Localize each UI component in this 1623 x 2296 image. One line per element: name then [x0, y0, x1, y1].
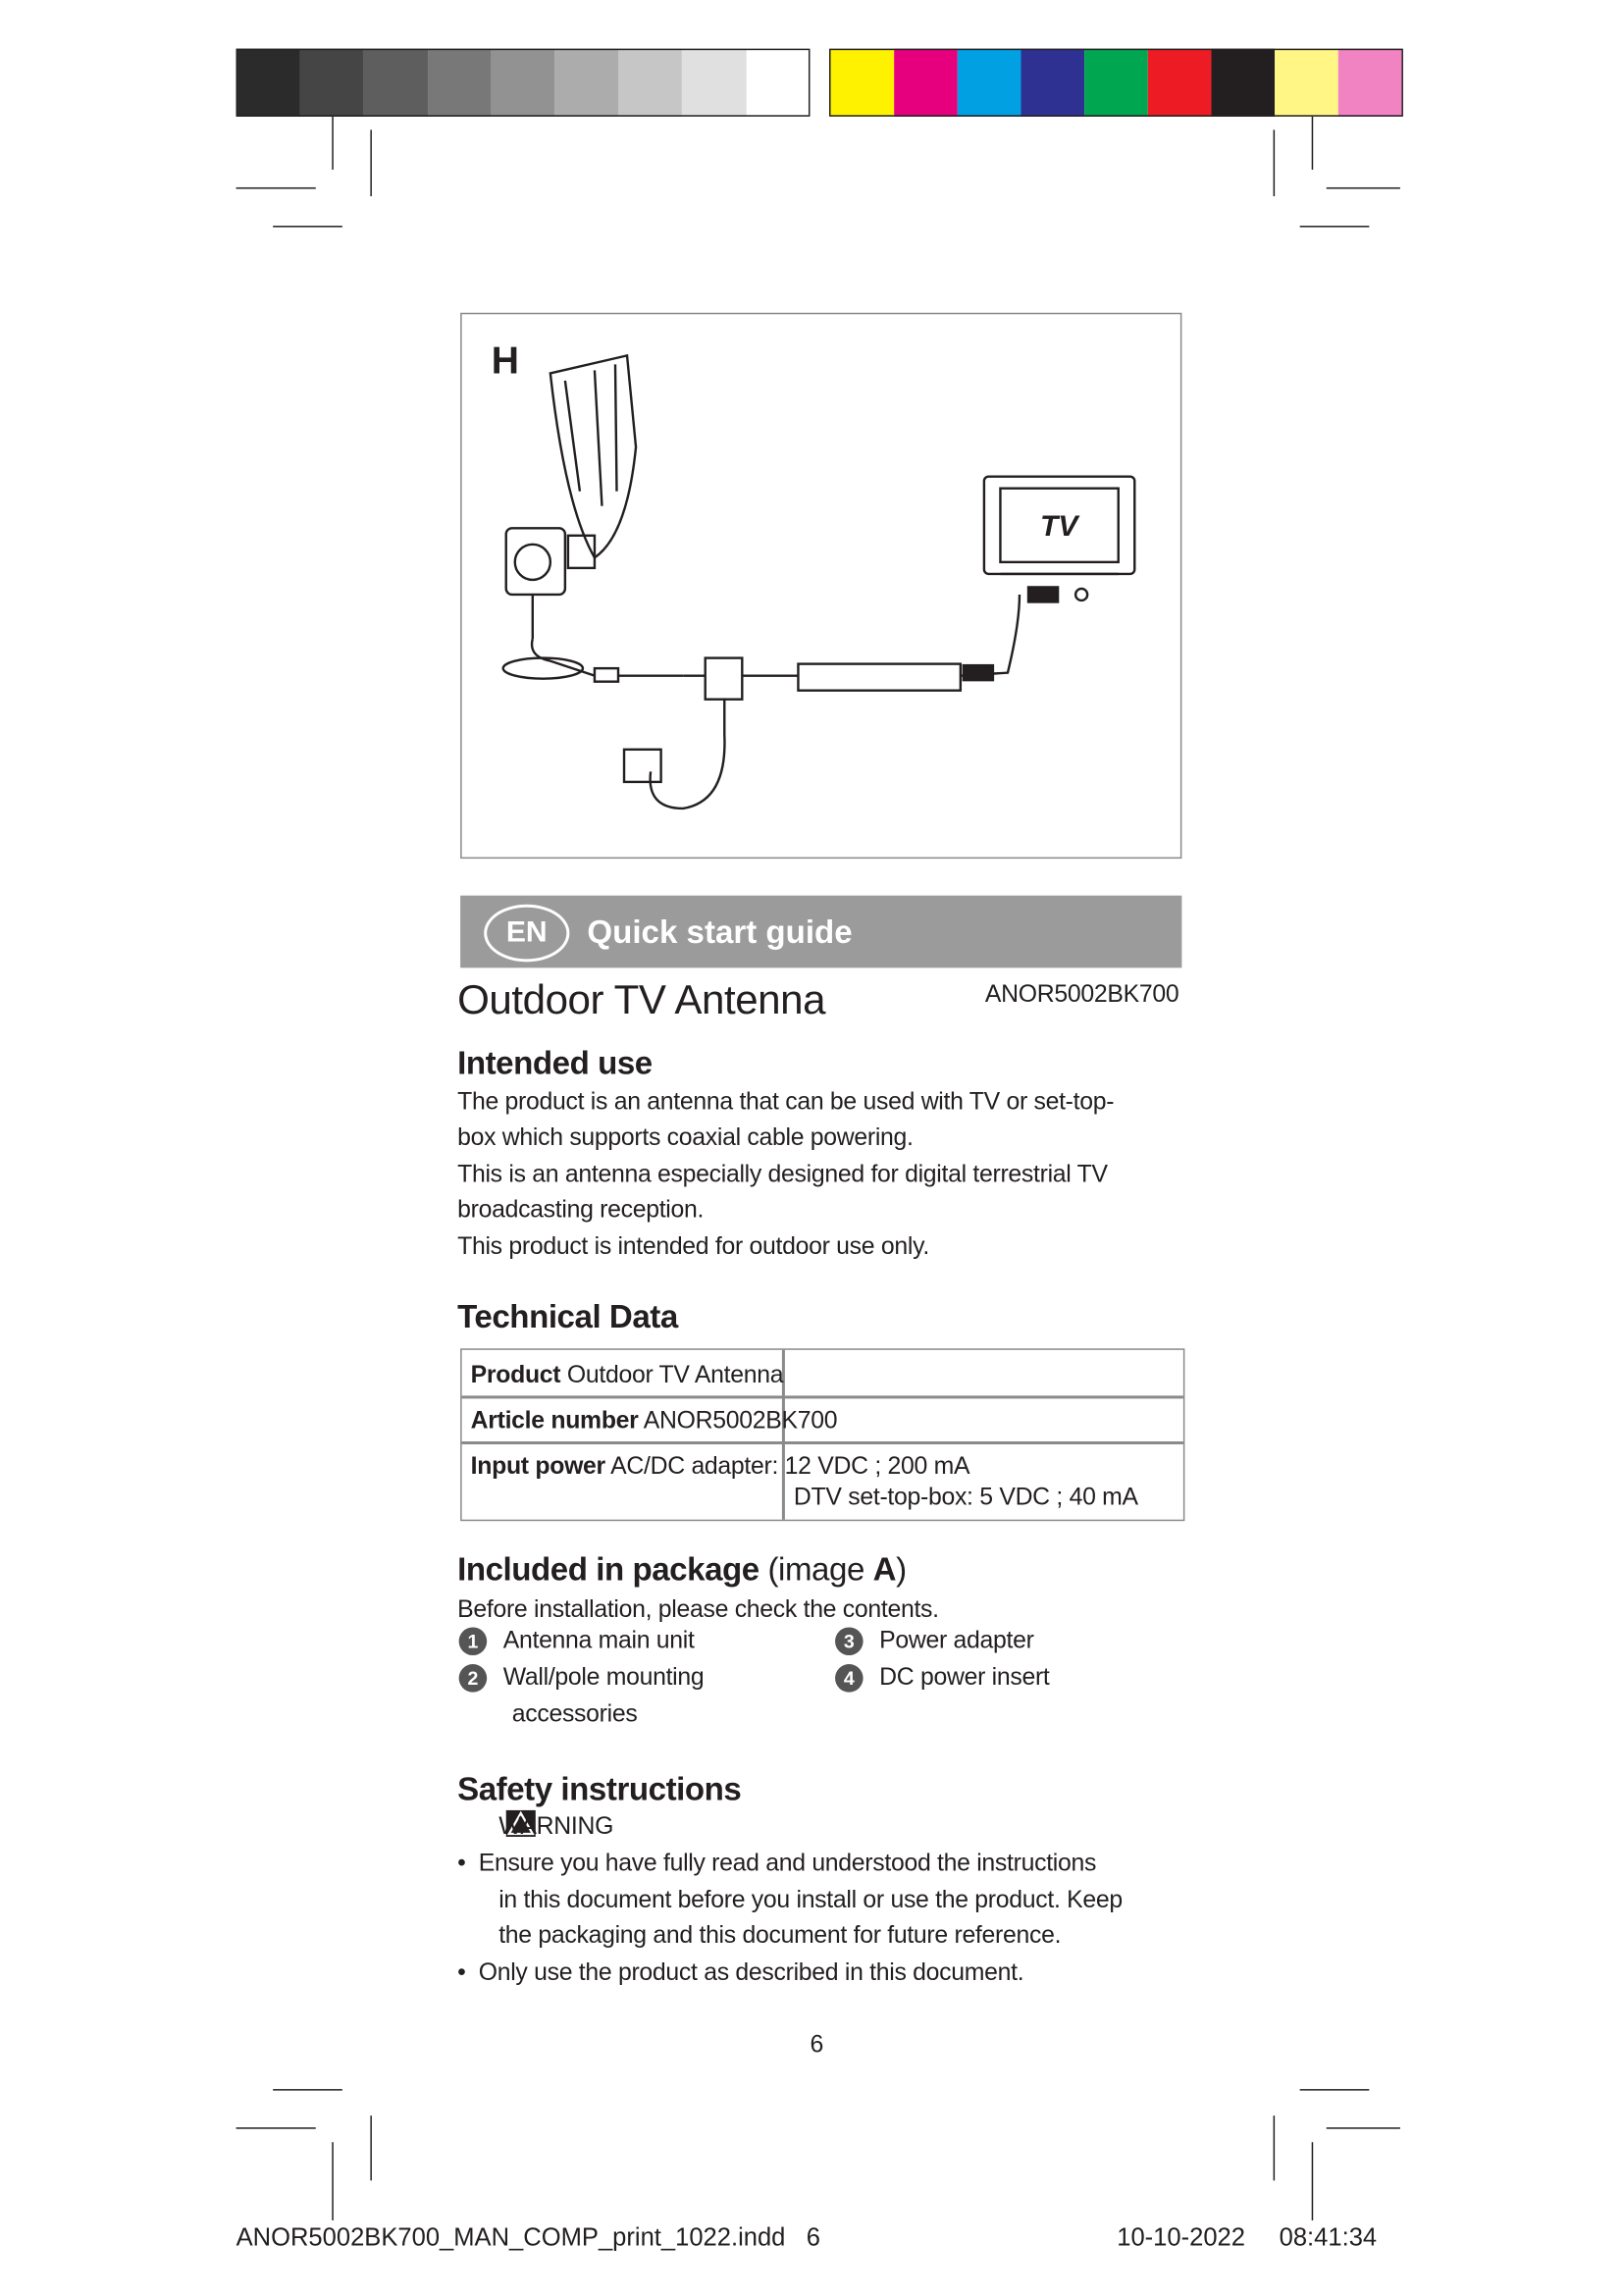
- number-badge: 1: [459, 1627, 488, 1655]
- package-heading: Included in package (image A): [457, 1550, 907, 1588]
- tv-label: TV: [1040, 509, 1078, 543]
- bullet-item: • Ensure you have fully read and understood the instructions: [457, 1850, 1097, 1877]
- intended-use-heading: Intended use: [457, 1044, 653, 1082]
- model-number: ANOR5002BK700: [984, 980, 1179, 1008]
- number-badge: 2: [459, 1664, 488, 1693]
- connection-diagram-icon: [462, 314, 1180, 857]
- technical-data-table: [460, 1348, 1184, 1521]
- grayscale-frame: [236, 49, 811, 117]
- list-item: Power adapter: [879, 1627, 1034, 1654]
- table-row: Product Outdoor TV Antenna: [470, 1361, 784, 1388]
- bullet-line: the packaging and this document for future reference.: [498, 1922, 1062, 1950]
- package-intro: Before installation, please check the contents.: [457, 1595, 939, 1623]
- language-badge: EN: [484, 905, 569, 963]
- header-title: Quick start guide: [587, 913, 853, 951]
- page-number: 6: [810, 2031, 823, 2059]
- text-line: broadcasting reception.: [457, 1196, 705, 1224]
- figure-label: H: [491, 338, 519, 383]
- product-title: Outdoor TV Antenna: [457, 976, 826, 1022]
- footer-date: 10-10-2022: [1117, 2222, 1245, 2252]
- number-badge: 4: [835, 1664, 864, 1693]
- bullet-item: • Only use the product as described in this document.: [457, 1958, 1024, 1986]
- footer-time: 08:41:34: [1279, 2222, 1378, 2252]
- safety-heading: Safety instructions: [457, 1770, 742, 1807]
- installation-figure: [460, 313, 1181, 859]
- footer-filename: ANOR5002BK700_MAN_COMP_print_1022.indd 6: [236, 2222, 820, 2252]
- number-badge: 3: [835, 1627, 864, 1655]
- text-line: This is an antenna especially designed for digital terrestrial TV: [457, 1161, 1108, 1188]
- text-line: The product is an antenna that can be used with TV or set-top-: [457, 1088, 1115, 1116]
- section-header-bar: [460, 896, 1181, 968]
- list-item-continuation: accessories: [511, 1700, 638, 1728]
- table-row: Article number ANOR5002BK700: [470, 1407, 838, 1435]
- bullet-line: in this document before you install or use the product. Keep: [498, 1887, 1123, 1914]
- table-row: Input power AC/DC adapter: 12 VDC ; 200 mA: [470, 1453, 970, 1481]
- text-line: This product is intended for outdoor use only.: [457, 1233, 929, 1261]
- list-item: Antenna main unit: [502, 1627, 695, 1654]
- text-line: box which supports coaxial cable powering.: [457, 1123, 914, 1151]
- technical-data-heading: Technical Data: [457, 1298, 678, 1335]
- color-frame: [829, 49, 1403, 117]
- warning-label: WARNING: [498, 1812, 614, 1840]
- table-row-continuation: DTV set-top-box: 5 VDC ; 40 mA: [793, 1484, 1138, 1511]
- list-item: Wall/pole mounting: [502, 1664, 705, 1692]
- list-item: DC power insert: [879, 1664, 1050, 1692]
